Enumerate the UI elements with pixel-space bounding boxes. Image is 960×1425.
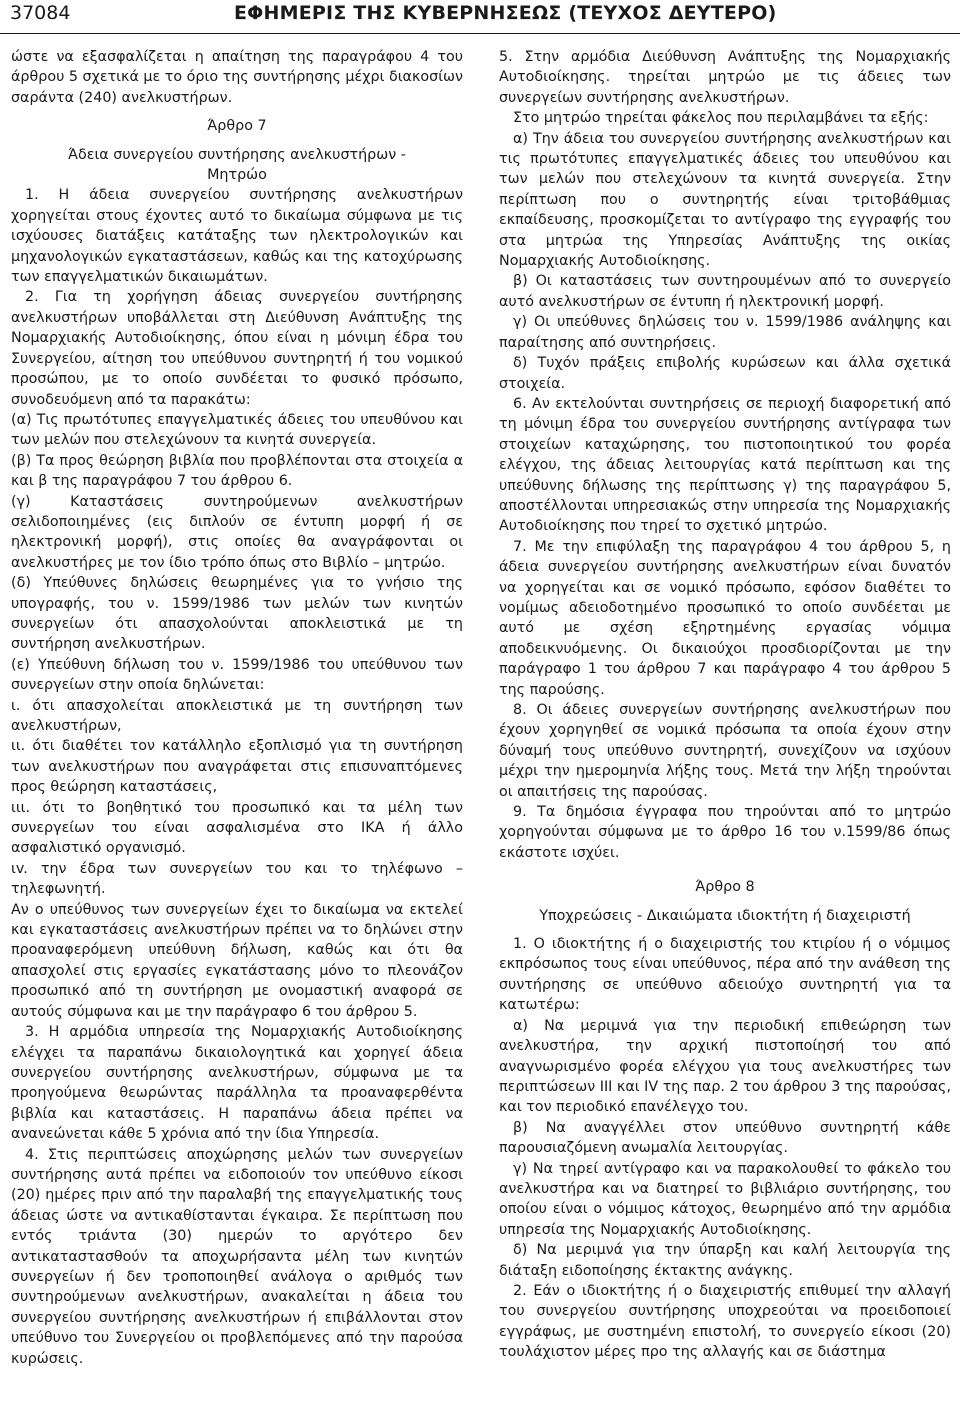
paragraph: (γ) Καταστάσεις συντηρούμενων ανελκυστήρων σελιδοποιημένες (εις διπλούν σε έντυπη μορφή ή σε ηλεκτρονική μορφή), στις οποίες θα αναγράφονται οι ανελκυστήρες με τον ίδιο τρόπο όπως στο Βιβλίο – μητρώο. [11, 493, 463, 571]
paragraph: (δ) Υπεύθυνες δηλώσεις θεωρημένες για το γνήσιο της υπογραφής, του ν. 1599/1986 των μελών των κινητών συνεργείων ότι απασχολούνται αποκλειστικά με τη συντήρηση ανελκυστήρων. [11, 575, 463, 653]
right-column [499, 47, 951, 1363]
paragraph: 5. Στην αρμόδια Διεύθυνση Ανάπτυξης της Νομαρχιακής Αυτοδιοίκησης. τηρείται μητρώο με τις άδειες των συνεργείων συντήρησης ανελκυστήρων. [499, 49, 951, 106]
list-item: ι. ότι απασχολείται αποκλειστικά με τη συντήρηση των ανελκυστήρων, [11, 697, 463, 734]
paragraph: 2. Εάν ο ιδιοκτήτης ή ο διαχειριστής επιθυμεί την αλλαγή του συνεργείου συντήρησης υποχρεούται να προειδοποιεί εγγράφως, με συστημένη επιστολή, το συνεργείο είκοσι (20) τουλάχιστον μέρες προ της αλλαγής και σε διάστημα [499, 1282, 951, 1361]
list-item: β) Οι καταστάσεις των συντηρουμένων από το συνεργείο αυτό ανελκυστήρων σε έντυπη ή ηλεκτρονική μορφή. [499, 273, 951, 310]
paragraph: (β) Τα προς θεώρηση βιβλία που προβλέπονται στα στοιχεία α και β της παραγράφου 7 του άρθρου 6. [11, 452, 463, 490]
left-column [11, 47, 463, 1369]
paragraph: 8. Οι άδειες συνεργείων συντήρησης ανελκυστήρων που έχουν χορηγηθεί σε νομικά πρόσωπα τα οποία έχουν στην δύναμή τους υπεύθυνο συντηρητή, συνεχίζουν να ισχύουν μέχρι την ημερομηνία λήξης τους. Μετά την λήξη τηρούνται οι απαιτήσεις της παρούσας. [499, 702, 951, 800]
list-item: γ) Οι υπεύθυνες δηλώσεις του ν. 1599/1986 ανάληψης και παραίτησης από συντηρήσεις. [499, 314, 951, 351]
article-7-subtitle-line2: Μητρώο [207, 167, 267, 184]
page-header [0, 0, 960, 34]
paragraph: Στο μητρώο τηρείται φάκελος που περιλαμβάνει τα εξής: [513, 110, 929, 127]
paragraph: 6. Αν εκτελούνται συντηρήσεις σε περιοχή διαφορετική από τη μόνιμη έδρα του συνεργείου συντήρησης αντίγραφα των στοιχείων καταχώρησης, του πιστοποιητικού του φορέα ελέγχου, της άδειας λειτουργίας κατά περίπτωση και της υπεύθυνης δήλωσης της περίπτωσης γ) της παραγράφου 5, αποστέλλονται υπηρεσιακώς στην υπηρεσία της Νομαρχιακής Αυτοδιοίκησης που τηρεί το σχετικό μητρώο. [499, 395, 951, 535]
list-item: δ) Τυχόν πράξεις επιβολής κυρώσεων και άλλα σχετικά στοιχεία. [499, 355, 951, 392]
list-item: α) Να μεριμνά για την περιοδική επιθεώρηση των ανελκυστήρα, την αρχική πιστοποίησή του από αναγνωρισμένο φορέα ελέγχου για τους ανελκυστήρες των περιπτώσεων ΙΙΙ και ΙV της παρ. 2 του άρθρου 3 της παρούσας, και τον περιοδικό επανέλεγχο του. [499, 1017, 951, 1116]
list-item: γ) Να τηρεί αντίγραφο και να παρακολουθεί το φάκελο του ανελκυστήρα και να διατηρεί το βιβλιάριο συντήρησης, του οποίου είναι ο νόμιμος κάτοχος, θεωρημένο από την αρμόδια υπηρεσία της Νομαρχιακής Αυτοδιοίκησης. [499, 1160, 951, 1238]
paragraph: (α) Τις πρωτότυπες επαγγελματικές άδειες του υπευθύνου και των μελών που στελεχώνουν τα κινητά συνεργεία. [11, 411, 463, 449]
paragraph: 2. Για τη χορήγηση άδειας συνεργείου συντήρησης ανελκυστήρων υποβάλλεται στη Διεύθυνση Ανάπτυξης της Νομαρχιακής Αυτοδιοίκησης, όπου είναι η μόνιμη έδρα του Συνεργείου, αίτηση του υπεύθυνου συντηρητή ή του νομικού προσώπου, με το οποίο συνδέεται το φυσικό πρόσωπο, συνοδευόμενη από τα παρακάτω: [11, 289, 463, 408]
list-item: ιιι. ότι το βοηθητικό του προσωπικό και τα μέλη των συνεργείων του είναι ασφαλισμένα στο ΙΚΑ ή άλλο ασφαλιστικό οργανισμό. [11, 799, 463, 857]
list-item: δ) Να μεριμνά για την ύπαρξη και καλή λειτουργία της διάταξη ειδοποίησης έκτακτης ανάγκης. [499, 1242, 951, 1279]
paragraph: 7. Με την επιφύλαξη της παραγράφου 4 του άρθρου 5, η άδεια συνεργείου συντήρησης ανελκυστήρων είναι δυνατόν να χορηγείται και σε νομικό πρόσωπο, εφόσον διαθέτει το νομίμως αδειοδοτημένο προσωπικό το οποίο συνδέεται με αυτό με σχέση εξηρτημένης εργασίας νόμιμα αποδεικνυόμενης. Οι δικαιούχοι προσδιορίζονται με την παράγραφο 1 του άρθρου 7 και παράγραφο 4 του άρθρου 5 της παρούσης. [499, 538, 951, 698]
paragraph: 1. Η άδεια συνεργείου συντήρησης ανελκυστήρων χορηγείται στους έχοντες αυτό το δικαίωμα σύμφωνα με τις ισχύουσες διατάξεις κατάταξης των ηλεκτρολογικών και μηχανολογικών εγκαταστάσεων, καθώς και της κατοχύρωσης των επαγγελματικών δικαιωμάτων. [11, 187, 463, 286]
paragraph: 4. Στις περιπτώσεις αποχώρησης μελών των συνεργείων συντήρησης αυτά πρέπει να ειδοποιούν τον υπεύθυνο είκοσι (20) ημέρες πριν από την παραλαβή της επαγγελματικής τους άδειας ώστε να αντικαθίστανται έγκαιρα. Σε περίπτωση που εντός τριάντα (30) ημερών το αργότερο δεν αντικαταστασθούν τα αποχωρήσαντα μέλη των κινητών συνεργείων ή δεν τροποποιηθεί ανάλογα ο αριθμός των συντηρούμενων ανελκυστήρων, ανακαλείται η άδεια του συνεργείου συντήρησης ανελκυστήρων ή επιβάλλονται στον υπεύθυνο του Συνεργείου οι προβλεπόμενες από την παρούσα κυρώσεις. [11, 1146, 463, 1367]
article-8-title: Άρθρο 8 [695, 879, 755, 896]
paragraph: ώστε να εξασφαλίζεται η απαίτηση της παραγράφου 4 του άρθρου 5 σχετικά με το όριο της συντήρησης μέχρι διακοσίων σαράντα (240) ανελκυστήρων. [11, 49, 463, 106]
list-item: ιι. ότι διαθέτει τον κατάλληλο εξοπλισμό για τη συντήρηση των ανελκυστήρων που αναγράφεται στις επισυναπτόμενες προς θεώρηση καταστάσεις, [11, 738, 463, 796]
article-8-subtitle: Υποχρεώσεις - Δικαιώματα ιδιοκτήτη ή διαχειριστή [539, 907, 911, 924]
list-item: ιv. την έδρα των συνεργείων του και το τηλέφωνο – τηλεφωνητή. [11, 860, 463, 898]
journal-title: ΕΦΗΜΕΡΙΣ ΤΗΣ ΚΥΒΕΡΝΗΣΕΩΣ (ΤΕΥΧΟΣ ΔΕΥΤΕΡΟ) [234, 2, 777, 24]
paragraph: 3. Η αρμόδια υπηρεσία της Νομαρχιακής Αυτοδιοίκησης ελέγχει τα παραπάνω δικαιολογητικά και χορηγεί άδεια συνεργείου συντήρησης ανελκυστήρων, σύμφωνα με τα προηγούμενα θεωρώντας παράλληλα τα προαναφερθέντα βιβλία και καταστάσεις. Η παραπάνω άδεια πρέπει να ανανεώνεται κάθε 5 χρόνια από την ίδια Υπηρεσία. [11, 1024, 463, 1143]
page-number: 37084 [10, 2, 71, 24]
list-item: α) Την άδεια του συνεργείου συντήρησης ανελκυστήρων και τις πρωτότυπες επαγγελματικές άδειες του υπευθύνου και των μελών που στελεχώνουν τα κινητά συνεργεία. Στην περίπτωση που ο συντηρητής είναι τριτοβάθμιας εκπαίδευσης, προσκομίζεται το αντίγραφο της εγγραφής του στα μητρώα της Υπηρεσίας Ανάπτυξης της οικίας Νομαρχιακής Αυτοδιοίκησης. [499, 130, 951, 270]
paragraph: 1. Ο ιδιοκτήτης ή ο διαχειριστής του κτιρίου ή ο νόμιμος εκπρόσωπος τους είναι υπεύθυνος, πέρα από την ανάθεση της συντήρησης σε υπεύθυνο αδειούχο συντηρητή για τα κατωτέρω: [499, 936, 951, 1014]
list-item: β) Να αναγγέλλει στον υπεύθυνο συντηρητή κάθε παρουσιαζόμενη ανωμαλία λειτουργίας. [499, 1119, 951, 1157]
article-7-subtitle: Άδεια συνεργείου συντήρησης ανελκυστήρων - [68, 146, 406, 163]
paragraph: 9. Τα δημόσια έγγραφα που τηρούνται από το μητρώο χορηγούνται σύμφωνα με το άρθρο 16 του ν.1599/86 όπως εκάστοτε ισχύει. [499, 804, 951, 861]
paragraph: Αν ο υπεύθυνος των συνεργείων έχει το δικαίωμα να εκτελεί και εγκαταστάσεις ανελκυστήρων πρέπει να το δηλώνει στην προαναφερόμενη υπεύθυνη δήλωση, καθώς και ότι θα απασχολεί στις εργασίες εγκατάστασης μόνο το πλεονάζον προσωπικό από τη συντήρηση με ονομαστική αναφορά σε αυτούς σύμφωνα και με την παράγραφο 6 του άρθρου 5. [11, 901, 463, 1020]
paragraph: (ε) Υπεύθυνη δήλωση του ν. 1599/1986 του υπεύθυνου των συνεργείων στην οποία δηλώνεται: [11, 656, 463, 694]
header-rule [0, 33, 960, 34]
article-7-title: Άρθρο 7 [207, 118, 267, 135]
